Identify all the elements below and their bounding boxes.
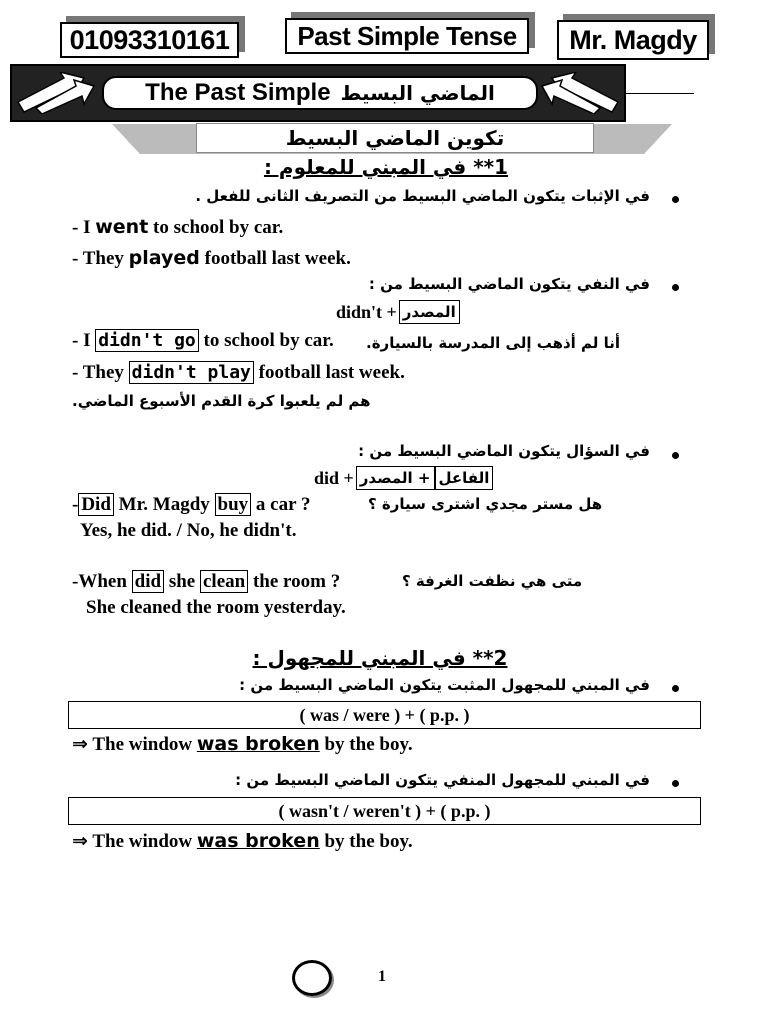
section2-heading: 2** في المبني للمجهول : (252, 646, 508, 670)
bullet (672, 685, 679, 692)
title-banner (10, 64, 626, 122)
page-number: 1 (378, 968, 386, 985)
question-did-buy: - Did Mr. Magdy buy a car ? (72, 494, 311, 515)
example-didnt-play: - They didn't play football last week. (72, 362, 405, 383)
question-did-buy-translation: هل مستر مجدي اشترى سيارة ؟ (368, 495, 603, 513)
question-when-did-clean-translation: متى هي نظفت الغرفة ؟ (402, 572, 583, 590)
example-didnt-go-translation: أنا لم أذهب إلى المدرسة بالسيارة. (366, 334, 621, 352)
bullet (672, 452, 679, 459)
bullet (672, 780, 679, 787)
divider-line (626, 93, 694, 94)
passive-negative-formula: ( wasn't / weren't ) + ( p.p. ) (68, 797, 701, 825)
question-when-did-clean: -When did she clean the room ? (72, 571, 341, 592)
banner-arabic: الماضي البسيط (340, 81, 495, 105)
teacher-name: Mr. Magdy (557, 20, 709, 60)
question-rule: في السؤال يتكون الماضي البسيط من : (358, 442, 650, 460)
bullet (672, 284, 679, 291)
example-went: - I went to school by car. (72, 216, 284, 238)
document-title: Past Simple Tense (285, 18, 529, 54)
example-didnt-play-translation: هم لم يلعبوا كرة القدم الأسبوع الماضي. (72, 392, 371, 410)
banner-label (102, 76, 538, 110)
phone-number: 01093310161 (60, 22, 239, 58)
left-arrows-icon (14, 72, 98, 114)
passive-affirmative-example: ⇒ The window was broken by the boy. (72, 733, 413, 755)
negative-formula: didn't + المصدر (336, 300, 460, 324)
example-played: - They played football last week. (72, 247, 351, 269)
passive-affirmative-rule: في المبني للمجهول المثبت يتكون الماضي البسيط من : (239, 676, 650, 694)
question-when-did-clean-answer: She cleaned the room yesterday. (86, 597, 346, 618)
section1-heading: 1** في المبني للمعلوم : (263, 155, 509, 179)
example-didnt-go: - I didn't go to school by car. (72, 330, 334, 351)
passive-affirmative-formula: ( was / were ) + ( p.p. ) (68, 701, 701, 729)
negative-rule: في النفي يتكون الماضي البسيط من : (368, 275, 650, 293)
right-arrows-icon (538, 72, 622, 114)
subtitle: تكوين الماضي البسيط (196, 123, 594, 153)
bullet (672, 196, 679, 203)
passive-negative-rule: في المبني للمجهول المنفي يتكون الماضي البسيط من : (235, 771, 650, 789)
page-circle-icon (292, 960, 332, 996)
banner-english: The Past Simple (145, 79, 331, 106)
question-formula: did + المصدر + الفاعل (314, 466, 493, 490)
affirmative-rule: في الإثبات يتكون الماضي البسيط من التصريف الثانى للفعل . (195, 187, 650, 205)
question-did-buy-answer: Yes, he did. / No, he didn't. (80, 520, 297, 541)
passive-negative-example: ⇒ The window was broken by the boy. (72, 830, 413, 852)
